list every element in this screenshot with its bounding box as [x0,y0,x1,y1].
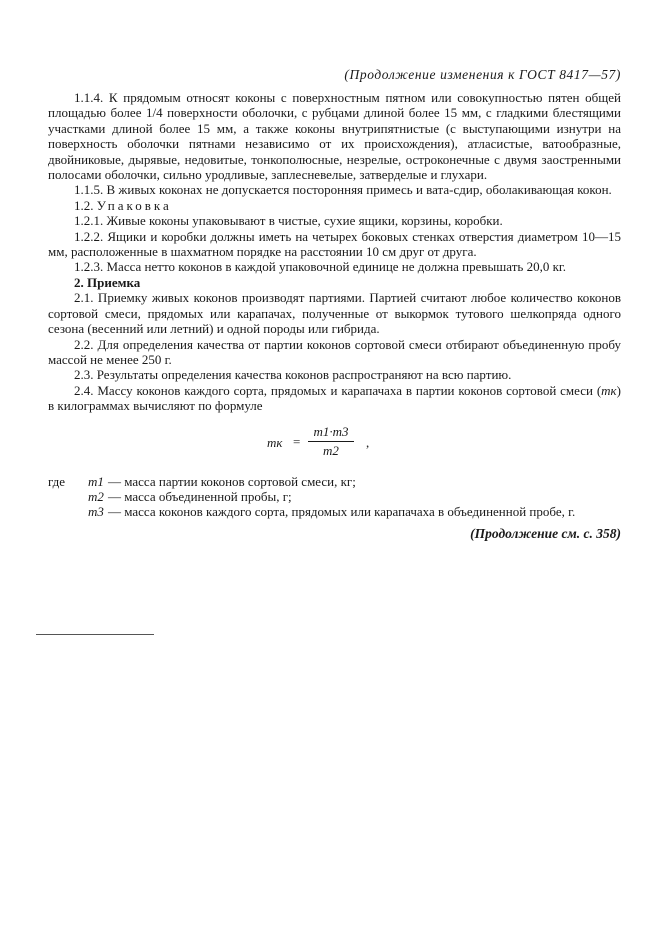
paragraph-2-1: 2.1. Приемку живых коконов производят партиями. Партией считают любое количество коконов сортовой смеси, прядомых или карапачах, полученные от выкормок тутового шелкопряда одного сезона (весенний или летний) и одной породы или гибрида. [48,290,621,337]
paragraph-2-4-symbol: mк [601,382,617,398]
definition-symbol: m1 [88,473,104,489]
section-2-title: 2. Приемка [74,274,141,290]
definition-row [48,504,621,519]
definition-row [48,489,621,504]
definition-text: — масса коконов каждого сорта, прядомых или карапачаха в объединенной пробе, г. [108,504,576,520]
mass-formula [48,422,621,468]
paragraph-1-2-2: 1.2.2. Ящики и коробки должны иметь на четырех боковых стенках отверстия диаметром 10—15 мм, расположенные в шахматном порядке на расстоянии 10 см друг от друга. [48,228,621,260]
variable-definitions [48,474,621,520]
formula-denominator: m2 [323,442,339,458]
continuation-footer: (Продолжение см. с. 358) [470,525,621,541]
footnote-rule [36,634,154,635]
paragraph-1-2-3: 1.2.3. Масса нетто коконов в каждой упаковочной единице не должна превышать 20,0 кг. [74,259,567,275]
formula-equals: = [293,433,301,449]
continuation-header: (Продолжение изменения к ГОСТ 8417—57) [344,67,621,82]
definition-symbol: m3 [88,504,104,520]
definition-text: — масса партии коконов сортовой смеси, кг; [108,473,356,489]
formula-lhs: mк [267,434,283,450]
paragraph-2-4 [48,383,621,414]
formula-fraction-bar [308,441,354,442]
section-1-2-title: Упаковка [96,197,172,213]
definition-row [48,474,621,489]
paragraph-1-1-5: 1.1.5. В живых коконах не допускается посторонняя примесь и вата-сдир, оболакивающая кокон. [74,182,612,198]
definition-text: — масса объединенной пробы, г; [108,488,292,504]
document-page [48,66,621,542]
section-1-2-heading [48,198,621,213]
definition-symbol: m2 [88,488,104,504]
paragraph-2-4-part-a: 2.4. Массу коконов каждого сорта, прядомых и карапачаха в партии коконов сортовой смеси ( [74,382,602,398]
where-label: где [48,473,66,489]
section-2-heading [48,275,621,290]
formula-numerator: m1·m3 [313,423,349,439]
paragraph-2-4-part-b: ) в килограммах вычисляют по формуле [48,382,621,414]
section-1-2-number: 1.2. [74,197,94,213]
paragraph-1-1-4: 1.1.4. К прядомым относят коконы с поверхностным пятном или совокупностью пятен общей площадью более 1/4 поверхности оболочки, с рубцами длиной более 15 мм, с гладкими блестящими участками длиной более 15 мм, а также коконы внутрипятнистые (с выступающими изнутри на поверхность оболочки пятнами независимо от их происхождения), атласистые, ватообразные, двойниковые, дырявые, недовитые, тонкополюсные, незрелые, остроконечные с двумя заостренными полосами оболочки, сильно уродливые, заплесневелые, затверделые и глухари. [48,90,621,183]
paragraph-2-2: 2.2. Для определения качества от партии коконов сортовой смеси отбирают объединенную пробу массой не менее 250 г. [48,336,621,367]
paragraph-1-2-1: 1.2.1. Живые коконы упаковывают в чистые, сухие ящики, корзины, коробки. [74,213,503,229]
paragraph-2-3: 2.3. Результаты определения качества коконов распространяют на всю партию. [74,367,512,383]
formula-comma: , [366,434,370,450]
